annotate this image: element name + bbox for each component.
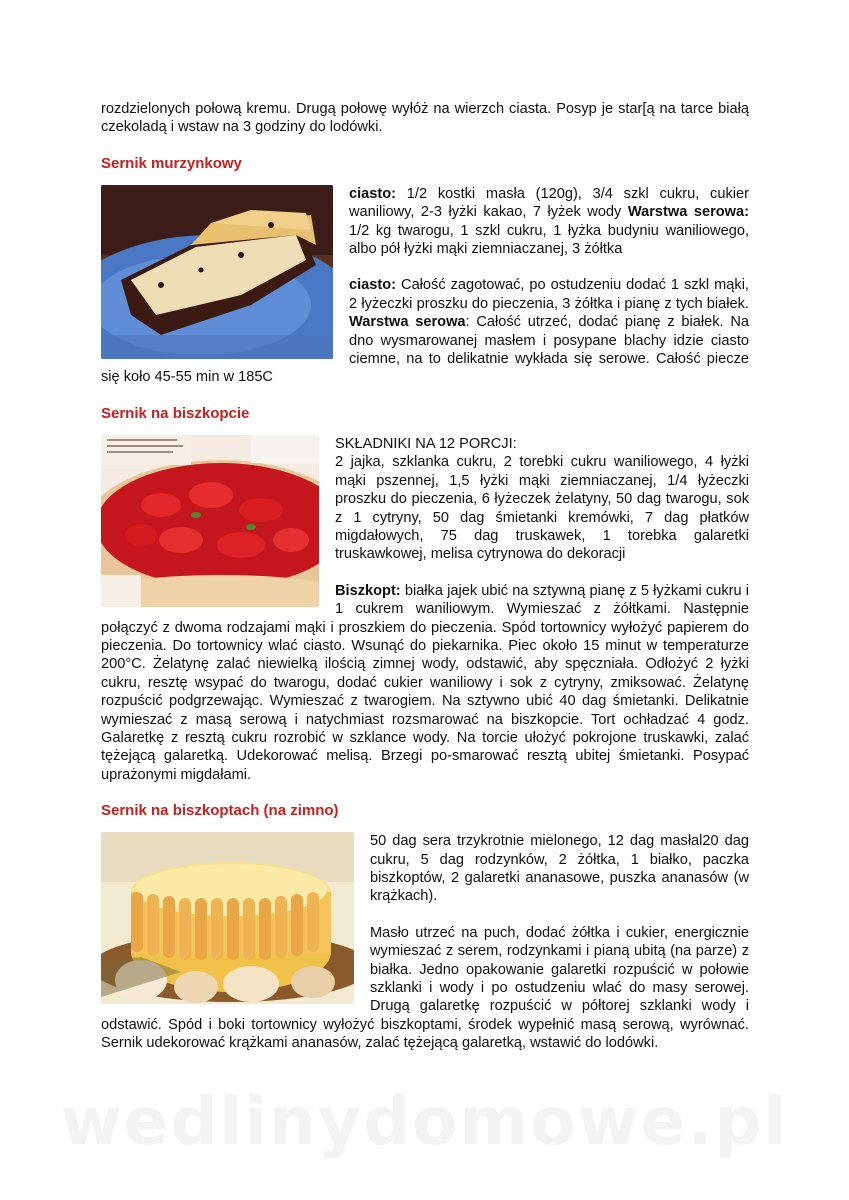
ingredients-heading: SKŁADNIKI NA 12 PORCJI: xyxy=(335,435,517,452)
label-ciasto: ciasto: xyxy=(349,185,397,202)
recipe-title: Sernik murzynkowy xyxy=(101,154,242,172)
method-text-2: : Całość utrzeć, dodać pianę z białek. Na dno wysmarowanej masłem i posypane blachy idzie ciasto ciemne, na to delikatnie wykłada się serowe. Całość piecze się koło 45-55 min w 185C xyxy=(101,314,749,386)
recipe-title: Sernik na biszkoptach (na zimno) xyxy=(101,802,339,820)
strawberry-cake-photo xyxy=(101,435,319,607)
label-warstwa-serowa: Warstwa serowa xyxy=(349,314,466,331)
method-text: białka jajek ubić na sztywną pianę z 5 łyżkami cukru i 1 cukrem waniliowym. Wymieszać z żółtkami. Następnie połączyć z dwoma rodzajami mąki i proszkiem do pieczenia. Spód tortownicy wyłożyć papierem do pieczenia. Do tortownicy wlać ciasto. Wsunąć do piekarnika. Piec około 15 minut w temperaturze 200°C. Żelatynę zalać niewielką ilością zimnej wody, odstawić, aby spęczniała. Odłożyć 2 łyżki cukru, resztę wsypać do twarogu, dodać cukier waniliowy i sok z cytryny, zmiksować. Żelatynę rozpuścić podgrzewając. Wymieszać z twarogiem. Na sztywno ubić 40 dag śmietanki. Delikatnie wymieszać z masą serową i natychmiast rozsmarować na biszkopcie. Tort ochładzać 4 godz. Galaretkę z resztą cukru rozrobić w szklance wody. Na torcie ułożyć pokrojone truskawki, zalać tężejącą galaretką. Udekorować melisą. Brzegi po-smarować resztą ubitej śmietanki. Posypać uprażonymi migdałami. xyxy=(101,582,749,783)
ingredients-text-2: 1/2 kg twarogu, 1 szkl cukru, 1 łyżka budyniu waniliowego, albo pół łyżki mąki ziemniaczanej, 3 żółtka xyxy=(349,222,749,258)
method-paragraph xyxy=(101,582,749,784)
intro-paragraph: rozdzielonych połową kremu. Drugą połowę wyłóż na wierzch ciasta. Posyp je star[ą na tarce białą czekoladą i wstaw na 3 godziny do lodówki. xyxy=(101,101,749,136)
recipe-title: Sernik na biszkopcie xyxy=(101,404,250,422)
method-text: Całość zagotować, po ostudzeniu dodać 1 szkl mąki, 2 łyżeczki proszku do pieczenia, 3 żółtka i pianę z tych białek. xyxy=(349,277,749,312)
ingredients-text: 1/2 kostki masła (120g), 3/4 szkl cukru, cukier waniliowy, 2-3 łyżki kakao, 7 łyżek wody xyxy=(349,185,749,221)
label-warstwa-serowa: Warstwa serowa: xyxy=(627,204,749,221)
label-ciasto: ciasto: xyxy=(349,277,397,294)
cheesecake-slice-photo xyxy=(101,185,333,359)
recipe-sernik-murzynkowy xyxy=(101,155,749,387)
recipe-sernik-na-biszkopcie xyxy=(101,405,749,784)
recipe-sernik-na-biszkoptach xyxy=(101,802,749,1052)
ingredients-paragraph: 50 dag sera trzykrotnie mielonego, 12 dag masłal20 dag cukru, 5 dag rodzynków, 2 żółtka, 1 białko, paczka biszkoptów, 2 galaretki ananasowe, puszka ananasów (w krążkach). xyxy=(370,833,749,905)
ingredients-paragraph: 2 jajka, szklanka cukru, 2 torebki cukru waniliowego, 4 łyżki mąki pszennej, 1,5 łyżki mąki ziemniaczanej, 1/4 łyżeczki proszku do pieczenia, 6 łyżeczek żelatyny, 50 dag twarogu, sok z 1 cytryny, 50 dag śmietanki kremówki, 7 dag płatków migdałowych, 75 dag truskawek, 1 torebka galaretki truskawkowej, melisa cytrynowa do dekoracji xyxy=(335,454,749,563)
method-paragraph: Masło utrzeć na puch, dodać żółtka i cukier, energicznie wymieszać z serem, rodzynkami i pianą ubitą (na parze) z białka. Jedno opakowanie galaretki rozpuścić w połowie szklanki i wody i po ostudzeniu wlać do masy serowej. Drugą galaretkę rozpuścić w półtorej szklanki wody i odstawić. Spód i boki tortownicy wyłożyć biszkoptami, środek wypełnić masą serową, wyrównać. Sernik udekorować krążkami ananasów, zalać tężejącą galaretką, wstawić do lodówki. xyxy=(101,924,749,1052)
ladyfinger-cheesecake-photo xyxy=(101,832,354,1004)
watermark: wedlinydomowe.pl xyxy=(60,1083,789,1160)
label-biszkopt: Biszkopt: xyxy=(335,582,401,599)
recipe-page xyxy=(101,100,749,1071)
